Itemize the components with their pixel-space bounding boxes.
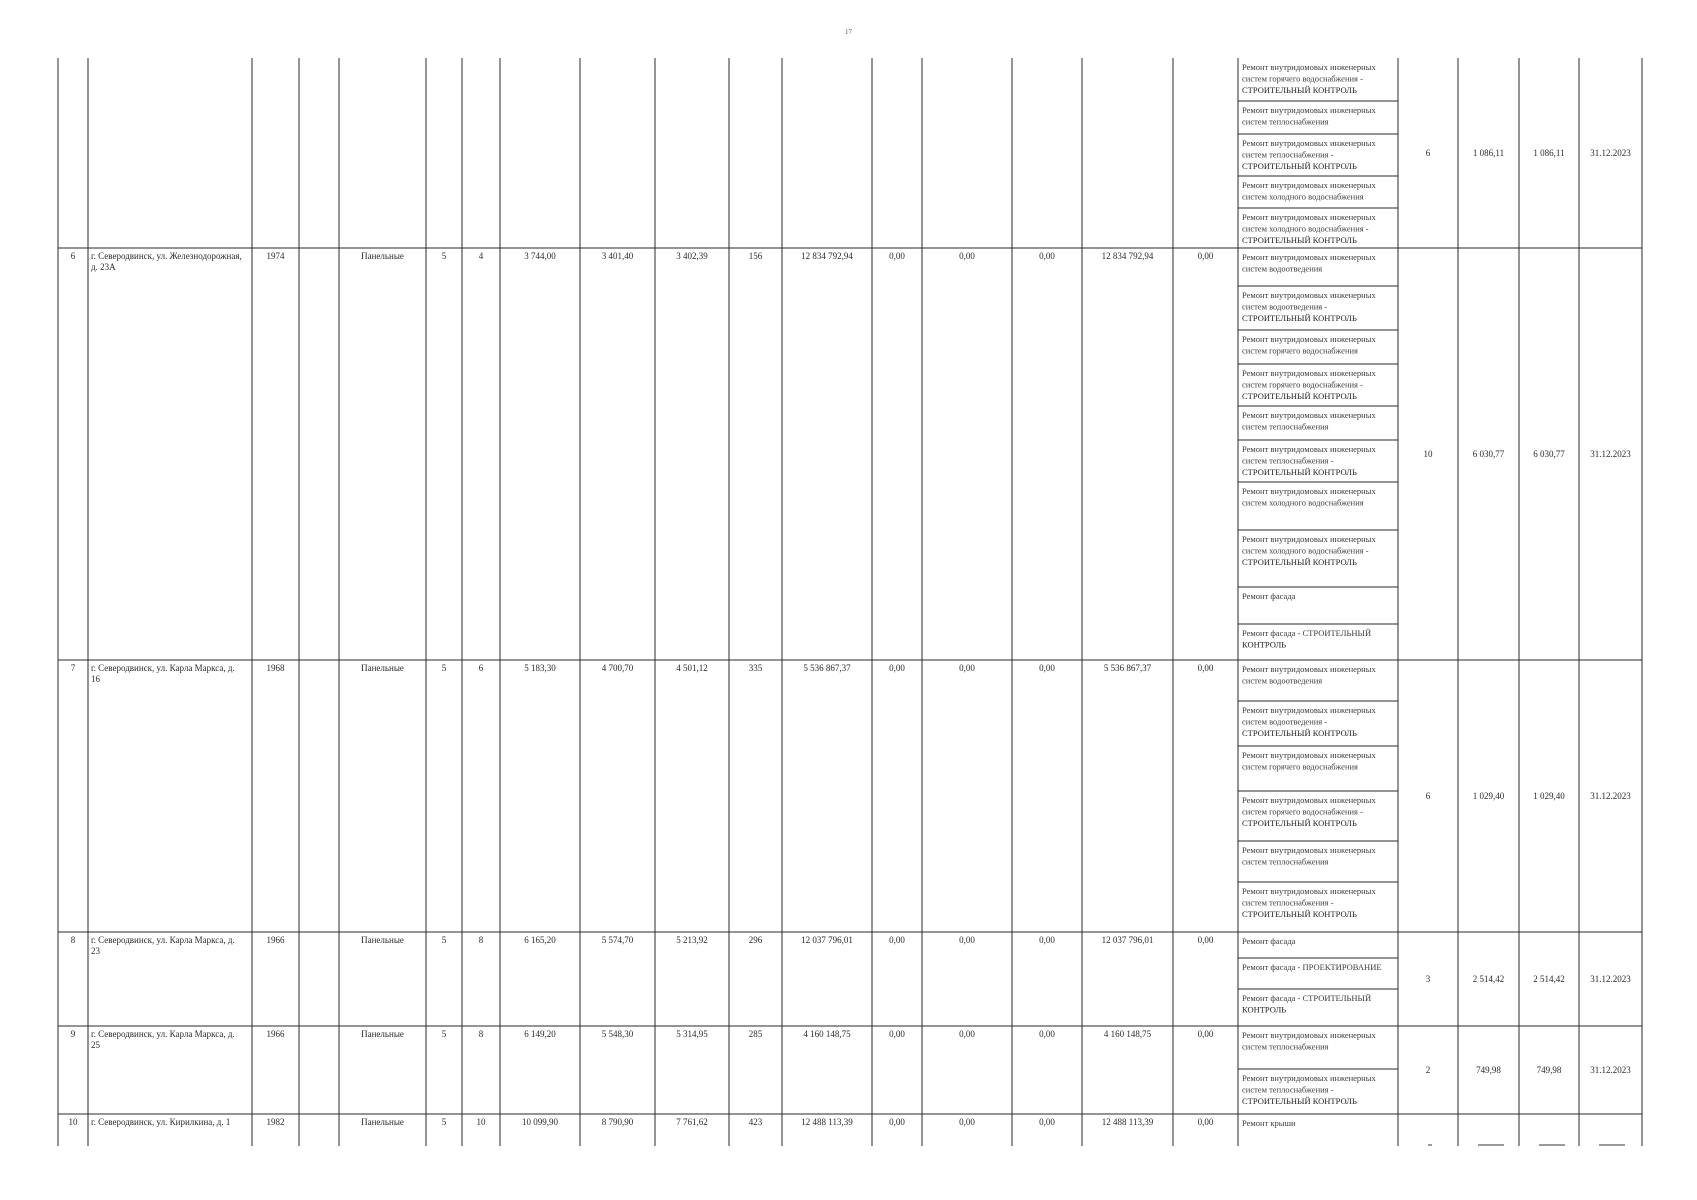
work-item-line: систем водоотведения	[1242, 675, 1323, 686]
owned-area: 7 761,62	[676, 1117, 708, 1127]
fund-owners: 4 160 148,75	[1103, 1029, 1152, 1039]
cutoff-glyph-fragment	[1428, 1144, 1432, 1146]
living-area: 5 574,70	[601, 935, 634, 945]
residents: 423	[748, 1117, 763, 1127]
work-item-line: КОНТРОЛЬ	[1242, 639, 1287, 650]
work-item-line: Ремонт внутридомовых инженерных	[1242, 138, 1376, 148]
work-item-line: Ремонт фасада - СТРОИТЕЛЬНЫЙ	[1242, 628, 1372, 638]
work-item-line: Ремонт внутридомовых инженерных	[1242, 62, 1376, 72]
fund-owners: 12 834 792,94	[1101, 251, 1154, 261]
address-line: 16	[91, 674, 100, 684]
total-area: 3 744,00	[524, 251, 556, 261]
work-item-line: систем теплоснабжения -	[1242, 149, 1334, 160]
work-item-line: Ремонт внутридомовых инженерных	[1242, 795, 1376, 805]
address-line: 25	[91, 1040, 100, 1050]
entrances: 10	[476, 1117, 486, 1127]
deadline: 31.12.2023	[1590, 1065, 1631, 1075]
work-item-line: СТРОИТЕЛЬНЫЙ КОНТРОЛЬ	[1242, 557, 1357, 567]
total-cost: 12 834 792,94	[801, 251, 853, 261]
work-item-line: Ремонт фасада	[1242, 936, 1296, 946]
work-item-line: Ремонт внутридомовых инженерных	[1242, 845, 1376, 855]
fund-federal: 0,00	[889, 1029, 905, 1039]
work-item-line: Ремонт внутридомовых инженерных	[1242, 368, 1376, 378]
floors: 5	[441, 1117, 447, 1127]
residents: 285	[748, 1029, 763, 1039]
cutoff-glyph-fragment	[1478, 1144, 1504, 1146]
work-item-line: Ремонт внутридомовых инженерных	[1242, 180, 1376, 190]
work-item-line: Ремонт внутридомовых инженерных	[1242, 486, 1376, 496]
work-count: 2	[1425, 1065, 1431, 1075]
work-item-line: Ремонт внутридомовых инженерных	[1242, 750, 1376, 760]
work-item-line: СТРОИТЕЛЬНЫЙ КОНТРОЛЬ	[1242, 85, 1357, 95]
work-item-line: систем водоотведения	[1242, 263, 1323, 274]
fund-regional: 0,00	[959, 935, 975, 945]
fund-owners: 12 488 113,39	[1101, 1117, 1154, 1127]
work-item-line: систем холодного водоснабжения	[1242, 497, 1364, 508]
work-item-line: СТРОИТЕЛЬНЫЙ КОНТРОЛЬ	[1242, 1096, 1357, 1106]
entrances: 4	[478, 251, 484, 261]
wall-material: Панельные	[361, 663, 404, 673]
unit-cost: 1 029,40	[1472, 791, 1505, 801]
residents: 296	[748, 935, 763, 945]
work-item-line: систем холодного водоснабжения -	[1242, 223, 1369, 234]
entrances: 8	[478, 1029, 484, 1039]
wall-material: Панельные	[361, 1029, 404, 1039]
fund-other: 0,00	[1197, 1117, 1214, 1127]
fund-local: 0,00	[1039, 1029, 1055, 1039]
address-line: г. Северодвинск, ул. Карла Маркса, д.	[91, 935, 235, 945]
fund-federal: 0,00	[889, 935, 905, 945]
work-item-line: Ремонт внутридомовых инженерных	[1242, 252, 1376, 262]
work-item-line: Ремонт фасада - СТРОИТЕЛЬНЫЙ	[1242, 993, 1372, 1003]
work-item-line: систем теплоснабжения -	[1242, 897, 1334, 908]
year-built: 1966	[266, 935, 285, 945]
fund-federal: 0,00	[889, 251, 905, 261]
fund-owners: 12 037 796,01	[1101, 935, 1154, 945]
deadline: 31.12.2023	[1590, 974, 1631, 984]
unit-cost: 6 030,77	[1472, 449, 1505, 459]
year-built: 1968	[266, 663, 285, 673]
floors: 5	[441, 1029, 447, 1039]
unit-cost: 2 514,42	[1472, 974, 1505, 984]
work-item-line: Ремонт внутридомовых инженерных	[1242, 105, 1376, 115]
work-item-line: СТРОИТЕЛЬНЫЙ КОНТРОЛЬ	[1242, 467, 1357, 477]
address-line: г. Северодвинск, ул. Карла Маркса, д.	[91, 1029, 235, 1039]
residents: 335	[748, 663, 763, 673]
fund-regional: 0,00	[959, 1029, 975, 1039]
wall-material: Панельные	[361, 935, 404, 945]
total-cost: 12 488 113,39	[801, 1117, 853, 1127]
limit-cost: 1 029,40	[1533, 791, 1565, 801]
total-area: 10 099,90	[522, 1117, 558, 1127]
row-number: 7	[70, 663, 76, 673]
work-item-line: СТРОИТЕЛЬНЫЙ КОНТРОЛЬ	[1242, 728, 1357, 738]
work-item-line: систем водоотведения -	[1242, 301, 1328, 312]
work-item-line: Ремонт внутридомовых инженерных	[1242, 1030, 1376, 1040]
total-cost: 5 536 867,37	[803, 663, 851, 673]
work-item-line: систем теплоснабжения	[1242, 1041, 1329, 1052]
work-item-line: Ремонт внутридомовых инженерных	[1242, 444, 1376, 454]
living-area: 5 548,30	[601, 1029, 634, 1039]
work-count: 10	[1423, 449, 1433, 459]
cutoff-glyph-fragment	[1539, 1144, 1565, 1146]
work-item-line: СТРОИТЕЛЬНЫЙ КОНТРОЛЬ	[1242, 313, 1357, 323]
row-number: 6	[70, 251, 76, 261]
work-item-line: систем водоотведения -	[1242, 716, 1328, 727]
deadline: 31.12.2023	[1590, 791, 1631, 801]
row-number: 8	[70, 935, 76, 945]
fund-local: 0,00	[1039, 663, 1055, 673]
work-item-line: Ремонт внутридомовых инженерных	[1242, 705, 1376, 715]
floors: 5	[441, 935, 447, 945]
row-number: 10	[68, 1117, 78, 1127]
limit-cost: 6 030,77	[1533, 449, 1565, 459]
owned-area: 4 501,12	[676, 663, 708, 673]
work-item-line: систем холодного водоснабжения	[1242, 191, 1364, 202]
unit-cost: 1 086,11	[1472, 148, 1505, 158]
living-area: 4 700,70	[601, 663, 634, 673]
work-item-line: СТРОИТЕЛЬНЫЙ КОНТРОЛЬ	[1242, 161, 1357, 171]
work-item-line: систем холодного водоснабжения -	[1242, 545, 1369, 556]
work-item-line: систем теплоснабжения -	[1242, 455, 1334, 466]
fund-other: 0,00	[1197, 935, 1214, 945]
unit-cost: 749,98	[1476, 1065, 1501, 1075]
work-item-line: Ремонт внутридомовых инженерных	[1242, 664, 1376, 674]
address-line: г. Северодвинск, ул. Карла Маркса, д.	[91, 663, 235, 673]
work-item-line: систем горячего водоснабжения -	[1242, 806, 1363, 817]
living-area: 8 790,90	[601, 1117, 634, 1127]
work-item-line: Ремонт внутридомовых инженерных	[1242, 290, 1376, 300]
total-cost: 12 037 796,01	[801, 935, 853, 945]
fund-other: 0,00	[1197, 663, 1214, 673]
work-item-line: систем теплоснабжения -	[1242, 1084, 1334, 1095]
work-item-line: СТРОИТЕЛЬНЫЙ КОНТРОЛЬ	[1242, 818, 1357, 828]
work-item-line: систем теплоснабжения	[1242, 856, 1329, 867]
owned-area: 5 314,95	[676, 1029, 708, 1039]
work-item-line: Ремонт внутридомовых инженерных	[1242, 212, 1376, 222]
total-cost: 4 160 148,75	[803, 1029, 851, 1039]
work-item-line: Ремонт фасада	[1242, 591, 1296, 601]
residents: 156	[748, 251, 763, 261]
address-line: г. Северодвинск, ул. Кирилкина, д. 1	[91, 1117, 231, 1127]
deadline: 31.12.2023	[1590, 449, 1631, 459]
work-item-line: систем горячего водоснабжения -	[1242, 73, 1363, 84]
work-item-line: Ремонт внутридомовых инженерных	[1242, 1073, 1376, 1083]
work-item-line: систем горячего водоснабжения -	[1242, 379, 1363, 390]
fund-local: 0,00	[1039, 1117, 1055, 1127]
deadline: 31.12.2023	[1590, 148, 1631, 158]
wall-material: Панельные	[361, 1117, 404, 1127]
limit-cost: 1 086,11	[1533, 148, 1565, 158]
total-area: 6 165,20	[524, 935, 556, 945]
year-built: 1966	[266, 1029, 285, 1039]
entrances: 8	[478, 935, 484, 945]
limit-cost: 2 514,42	[1533, 974, 1565, 984]
floors: 5	[441, 251, 447, 261]
work-count: 3	[1425, 974, 1431, 984]
fund-regional: 0,00	[959, 663, 975, 673]
address-line: д. 23А	[91, 262, 116, 272]
fund-local: 0,00	[1039, 935, 1055, 945]
work-item-line: систем теплоснабжения	[1242, 116, 1329, 127]
cutoff-glyph-fragment	[1599, 1144, 1625, 1146]
fund-regional: 0,00	[959, 251, 975, 261]
limit-cost: 749,98	[1536, 1065, 1562, 1075]
work-item-line: Ремонт фасада - ПРОЕКТИРОВАНИЕ	[1242, 962, 1382, 972]
address-line: 23	[91, 946, 100, 956]
work-item-line: систем горячего водоснабжения	[1242, 345, 1358, 356]
fund-federal: 0,00	[889, 663, 905, 673]
work-item-line: Ремонт внутридомовых инженерных	[1242, 534, 1376, 544]
work-count: 6	[1425, 148, 1431, 158]
work-item-line: систем теплоснабжения	[1242, 421, 1329, 432]
total-area: 6 149,20	[524, 1029, 556, 1039]
floors: 5	[441, 663, 447, 673]
fund-local: 0,00	[1039, 251, 1055, 261]
owned-area: 5 213,92	[676, 935, 708, 945]
work-item-line: Ремонт крыши	[1242, 1118, 1296, 1128]
work-item-line: СТРОИТЕЛЬНЫЙ КОНТРОЛЬ	[1242, 391, 1357, 401]
fund-regional: 0,00	[959, 1117, 975, 1127]
year-built: 1974	[266, 251, 285, 261]
year-built: 1982	[266, 1117, 285, 1127]
work-count: 6	[1425, 791, 1431, 801]
address-line: г. Северодвинск, ул. Железнодорожная,	[91, 251, 242, 261]
owned-area: 3 402,39	[676, 251, 708, 261]
work-item-line: Ремонт внутридомовых инженерных	[1242, 410, 1376, 420]
living-area: 3 401,40	[601, 251, 634, 261]
fund-other: 0,00	[1197, 251, 1214, 261]
fund-other: 0,00	[1197, 1029, 1214, 1039]
work-item-line: КОНТРОЛЬ	[1242, 1004, 1287, 1015]
wall-material: Панельные	[361, 251, 404, 261]
work-item-line: СТРОИТЕЛЬНЫЙ КОНТРОЛЬ	[1242, 909, 1357, 919]
fund-federal: 0,00	[889, 1117, 905, 1127]
page-number: 17	[845, 28, 852, 36]
fund-owners: 5 536 867,37	[1103, 663, 1152, 673]
entrances: 6	[478, 663, 484, 673]
work-item-line: систем горячего водоснабжения	[1242, 761, 1358, 772]
row-number: 9	[70, 1029, 76, 1039]
total-area: 5 183,30	[524, 663, 556, 673]
work-item-line: Ремонт внутридомовых инженерных	[1242, 334, 1376, 344]
work-item-line: СТРОИТЕЛЬНЫЙ КОНТРОЛЬ	[1242, 235, 1357, 245]
work-item-line: Ремонт внутридомовых инженерных	[1242, 886, 1376, 896]
